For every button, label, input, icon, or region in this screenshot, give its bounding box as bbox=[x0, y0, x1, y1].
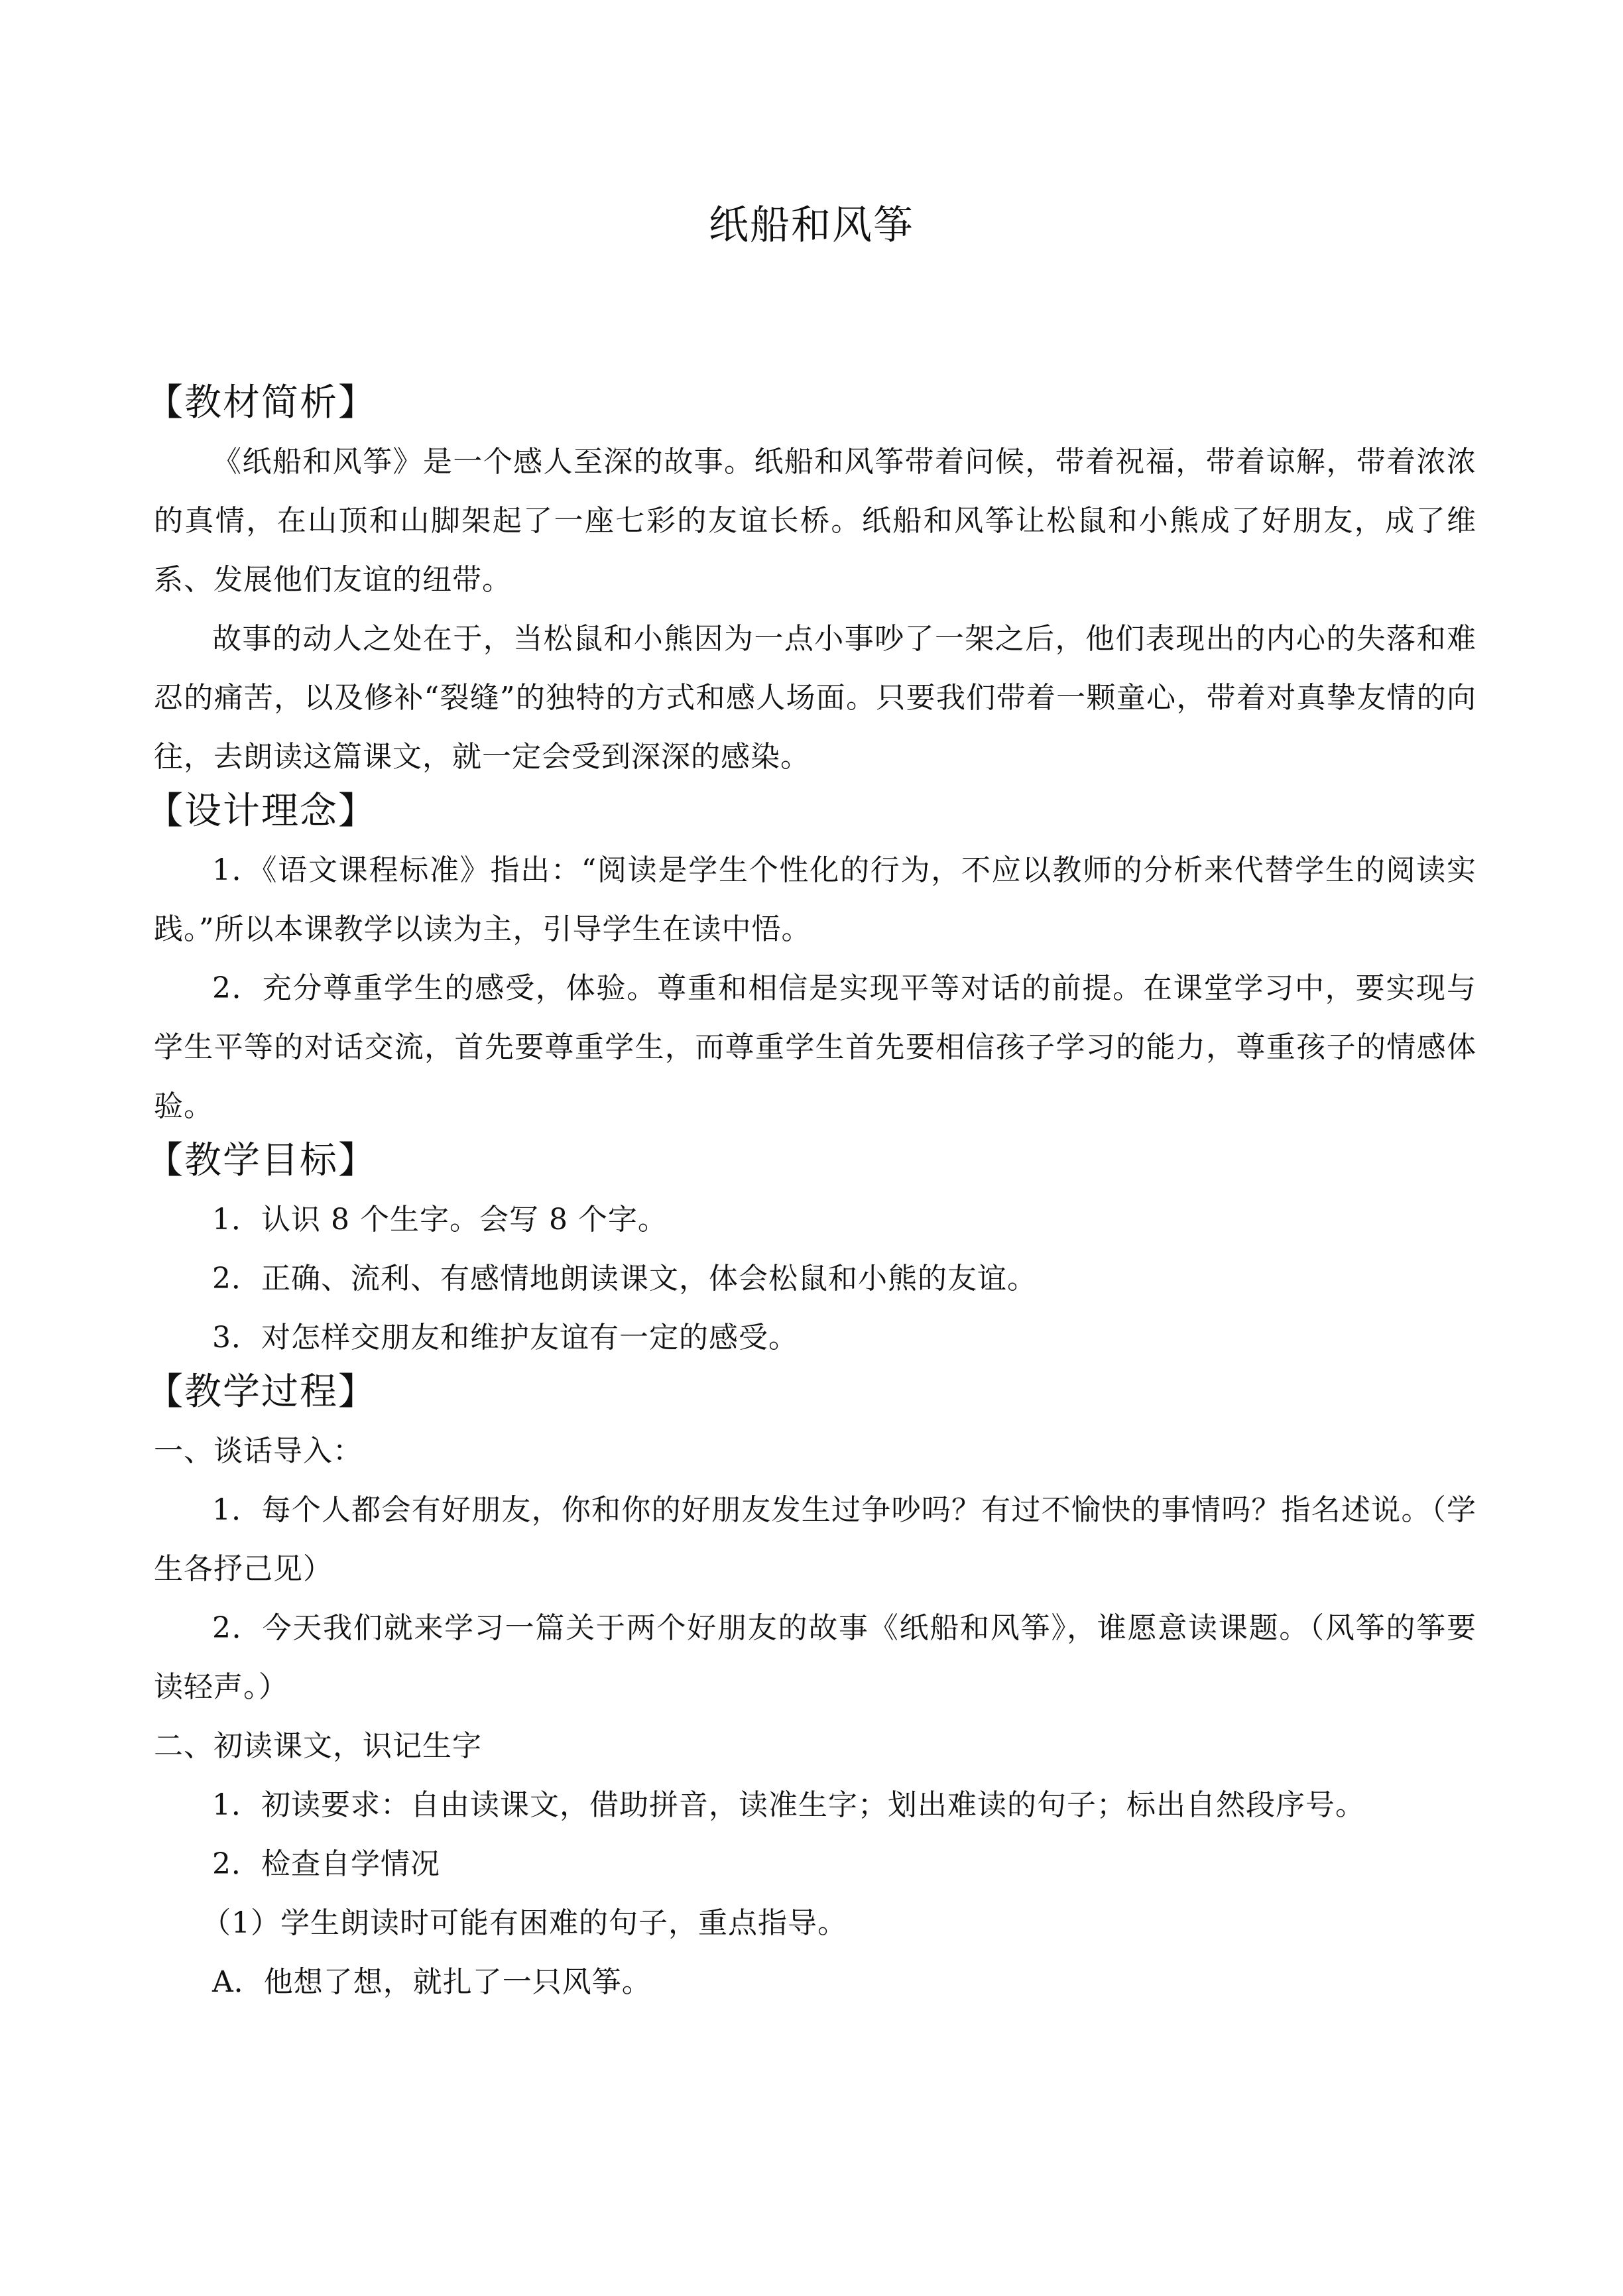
process-part-2-item-1: 1．初读要求：自由读课文，借助拼音，读准生字；划出难读的句子；标出自然段序号。 bbox=[212, 1788, 1365, 1822]
concept-item-2: 2．充分尊重学生的感受，体验。尊重和相信是实现平等对话的前提。在课堂学习中，要实现与学生平等的对话交流，首先要尊重学生，而尊重学生首先要相信孩子学习的能力，尊重孩子的情感体验。 bbox=[154, 971, 1476, 1123]
analysis-paragraph-2: 故事的动人之处在于，当松鼠和小熊因为一点小事吵了一架之后，他们表现出的内心的失落和难忍的痛苦，以及修补“裂缝”的独特的方式和感人场面。只要我们带着一颗童心，带着对真挚友情的向往，去朗读这篇课文，就一定会受到深深的感染。 bbox=[154, 622, 1476, 774]
goal-item-2: 2．正确、流利、有感情地朗读课文，体会松鼠和小熊的友谊。 bbox=[212, 1262, 1037, 1296]
section-analysis bbox=[146, 378, 1476, 786]
section-heading-analysis: 【教材简析】 bbox=[146, 381, 377, 424]
goal-item-1: 1．认识 8 个生字。会写 8 个字。 bbox=[212, 1203, 668, 1237]
process-part-2-sub-a: A．他想了想，就扎了一只风筝。 bbox=[212, 1965, 652, 1999]
section-heading-goals: 【教学目标】 bbox=[146, 1139, 377, 1182]
process-part-1-item-2: 2．今天我们就来学习一篇关于两个好朋友的故事《纸船和风筝》，谁愿意读课题。（风筝的筝要读轻声。） bbox=[154, 1611, 1476, 1704]
section-heading-concept: 【设计理念】 bbox=[146, 790, 377, 833]
document-body bbox=[146, 378, 1476, 2012]
process-part-2-item-2: 2．检查自学情况 bbox=[212, 1847, 440, 1881]
process-part-2-sub-1: （1）学生朗读时可能有困难的句子，重点指导。 bbox=[202, 1906, 847, 1940]
section-goals bbox=[146, 1136, 1476, 1367]
process-part-2-title: 二、初读课文，识记生字 bbox=[154, 1729, 482, 1763]
process-part-1-title: 一、谈话导入： bbox=[154, 1434, 363, 1468]
concept-item-1: 1．《语文课程标准》指出：“阅读是学生个性化的行为，不应以教师的分析来代替学生的阅读实践。”所以本课教学以读为主，引导学生在读中悟。 bbox=[154, 853, 1476, 946]
document-title: 纸船和风筝 bbox=[709, 202, 914, 249]
section-process bbox=[146, 1367, 1476, 2012]
section-heading-process: 【教学过程】 bbox=[146, 1370, 377, 1414]
section-concept bbox=[146, 786, 1476, 1136]
goal-item-3: 3．对怎样交朋友和维护友谊有一定的感受。 bbox=[212, 1321, 798, 1355]
process-part-1-item-1: 1．每个人都会有好朋友，你和你的好朋友发生过争吵吗？有过不愉快的事情吗？指名述说。（学生各抒己见） bbox=[154, 1493, 1476, 1586]
analysis-paragraph-1: 《纸船和风筝》是一个感人至深的故事。纸船和风筝带着问候，带着祝福，带着谅解，带着浓浓的真情，在山顶和山脚架起了一座七彩的友谊长桥。纸船和风筝让松鼠和小熊成了好朋友，成了维系、发展他们友谊的纽带。 bbox=[154, 445, 1476, 597]
